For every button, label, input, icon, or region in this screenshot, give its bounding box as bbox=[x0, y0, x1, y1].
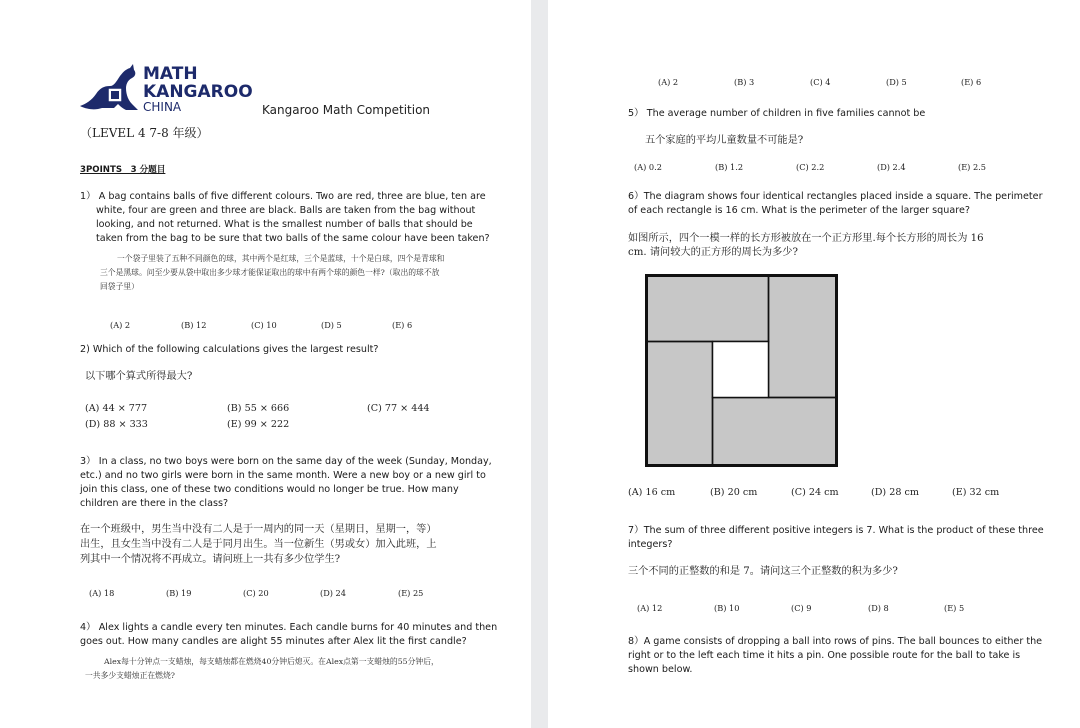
q8-line: right or to the left each time it hits a pin. One possible route for the ball to take is bbox=[628, 650, 1021, 661]
carry-option-e: (E) 6 bbox=[961, 77, 982, 87]
q3-option-a: (A) 18 bbox=[89, 588, 115, 598]
q2-question-zh: 以下哪个算式所得最大? bbox=[85, 371, 193, 382]
q3-line: join this class, one of these two conditions would no longer be true. How many bbox=[80, 484, 459, 495]
q4-zh-line: 一共多少支蜡烛正在燃烧? bbox=[85, 671, 175, 680]
q2-option-b: (B) 55 × 666 bbox=[227, 403, 290, 414]
carry-option-d: (D) 5 bbox=[886, 77, 907, 87]
q5-option-c: (C) 2.2 bbox=[796, 162, 825, 172]
q2-option-e: (E) 99 × 222 bbox=[227, 419, 290, 430]
carry-option-a: (A) 2 bbox=[658, 77, 679, 87]
q5-option-d: (D) 2.4 bbox=[877, 162, 906, 172]
q3-option-e: (E) 25 bbox=[398, 588, 424, 598]
q6-line: of each rectangle is 16 cm. What is the perimeter of the larger square? bbox=[628, 205, 970, 216]
q4-line: 4） Alex lights a candle every ten minutes. Each candle burns for 40 minutes and then bbox=[80, 622, 498, 633]
q1-line: 1） A bag contains balls of five different colours. Two are red, three are blue, ten are bbox=[80, 191, 486, 202]
q2-option-a: (A) 44 × 777 bbox=[85, 403, 148, 414]
q3-option-b: (B) 19 bbox=[166, 588, 192, 598]
q1-zh-line: 一个袋子里装了五种不同颜色的球，其中两个是红球，三个是蓝球，十个是白球，四个是青球和 bbox=[117, 254, 445, 263]
q6-line: 6）The diagram shows four identical rectangles placed inside a square. The perimeter bbox=[628, 191, 1043, 202]
level-label: （LEVEL 4 7-8 年级） bbox=[80, 126, 209, 140]
q1-option-b: (B) 12 bbox=[181, 320, 207, 330]
q7-option-c: (C) 9 bbox=[791, 603, 812, 613]
q3-zh-line: 出生，且女生当中没有二人是于同月出生。当一位新生（男或女）加入此班，上 bbox=[80, 539, 437, 550]
q3-line: etc.) and no two girls were born in the same month. Were a new boy or a new girl to bbox=[80, 470, 486, 481]
q8-line: 8）A game consists of dropping a ball into rows of pins. The ball bounces to either the bbox=[628, 636, 1043, 647]
q4-zh-line: Alex每十分钟点一支蜡烛，每支蜡烛都在燃烧40分钟后熄灭。在Alex点第一支蜡烛的55分钟后， bbox=[104, 657, 439, 666]
q3-zh-line: 列其中一个情况将不再成立。请问班上一共有多少位学生? bbox=[80, 554, 341, 565]
q1-line: taken from the bag to be sure that two balls of the same colour have been taken? bbox=[96, 233, 490, 244]
q7-line: integers? bbox=[628, 539, 673, 550]
right-page bbox=[548, 0, 1080, 728]
q8-line: shown below. bbox=[628, 664, 693, 675]
q3-option-d: (D) 24 bbox=[320, 588, 346, 598]
q4-line: goes out. How many candles are alight 55 minutes after Alex lit the first candle? bbox=[80, 636, 467, 647]
q5-option-a: (A) 0.2 bbox=[634, 162, 662, 172]
logo-kangaroo-icon bbox=[78, 64, 140, 114]
q6-zh-line: cm. 请问较大的正方形的周长为多少? bbox=[628, 247, 798, 258]
carry-option-c: (C) 4 bbox=[810, 77, 831, 87]
logo-china: CHINA bbox=[143, 100, 182, 114]
q7-option-e: (E) 5 bbox=[944, 603, 965, 613]
q6-option-a: (A) 16 cm bbox=[628, 487, 676, 498]
q1-option-d: (D) 5 bbox=[321, 320, 342, 330]
q3-line: 3） In a class, no two boys were born on the same day of the week (Sunday, Monday, bbox=[80, 456, 492, 467]
q1-option-a: (A) 2 bbox=[110, 320, 131, 330]
carry-option-b: (B) 3 bbox=[734, 77, 755, 87]
q1-zh-line: 回袋子里） bbox=[100, 282, 139, 291]
q3-line: children are there in the class? bbox=[80, 498, 229, 509]
q7-option-b: (B) 10 bbox=[714, 603, 740, 613]
q6-square-diagram bbox=[645, 274, 838, 467]
q6-option-b: (B) 20 cm bbox=[710, 487, 758, 498]
q3-zh-line: 在一个班级中，男生当中没有二人是于一周内的同一天（星期日，星期一，等） bbox=[80, 524, 437, 535]
q1-line: looking, and not returned. What is the smallest number of balls that should be bbox=[96, 219, 473, 230]
section-heading: 3POINTS 3 分题目 bbox=[80, 165, 166, 175]
left-page bbox=[0, 0, 531, 728]
competition-title: Kangaroo Math Competition bbox=[262, 103, 431, 117]
logo-math: MATH bbox=[143, 64, 198, 84]
q7-option-d: (D) 8 bbox=[868, 603, 889, 613]
q6-option-c: (C) 24 cm bbox=[791, 487, 839, 498]
inner-square bbox=[713, 342, 769, 398]
q5-option-b: (B) 1.2 bbox=[715, 162, 744, 172]
logo-kangaroo: KANGAROO bbox=[143, 82, 253, 102]
q1-zh-line: 三个是黑球。问至少要从袋中取出多少球才能保证取出的球中有两个球的颜色一样?（取出的球不放 bbox=[100, 268, 440, 277]
q5-option-e: (E) 2.5 bbox=[958, 162, 986, 172]
q5-question-zh: 五个家庭的平均儿童数量不可能是? bbox=[645, 135, 804, 146]
q7-line: 7）The sum of three different positive integers is 7. What is the product of these three bbox=[628, 525, 1044, 536]
q2-option-d: (D) 88 × 333 bbox=[85, 419, 148, 430]
q2-option-c: (C) 77 × 444 bbox=[367, 403, 430, 414]
q1-line: white, four are green and three are black. Balls are taken from the bag without bbox=[96, 205, 476, 216]
q1-option-e: (E) 6 bbox=[392, 320, 413, 330]
q6-option-e: (E) 32 cm bbox=[952, 487, 1000, 498]
q6-option-d: (D) 28 cm bbox=[871, 487, 919, 498]
q6-zh-line: 如图所示，四个一模一样的长方形被放在一个正方形里.每个长方形的周长为 16 bbox=[628, 233, 984, 244]
q7-option-a: (A) 12 bbox=[637, 603, 663, 613]
q1-option-c: (C) 10 bbox=[251, 320, 277, 330]
q7-question-zh: 三个不同的正整数的和是 7。请问这三个正整数的积为多少? bbox=[628, 566, 898, 577]
q3-option-c: (C) 20 bbox=[243, 588, 269, 598]
q2-question: 2) Which of the following calculations gives the largest result? bbox=[80, 344, 379, 355]
q5-question: 5） The average number of children in five families cannot be bbox=[628, 108, 926, 119]
